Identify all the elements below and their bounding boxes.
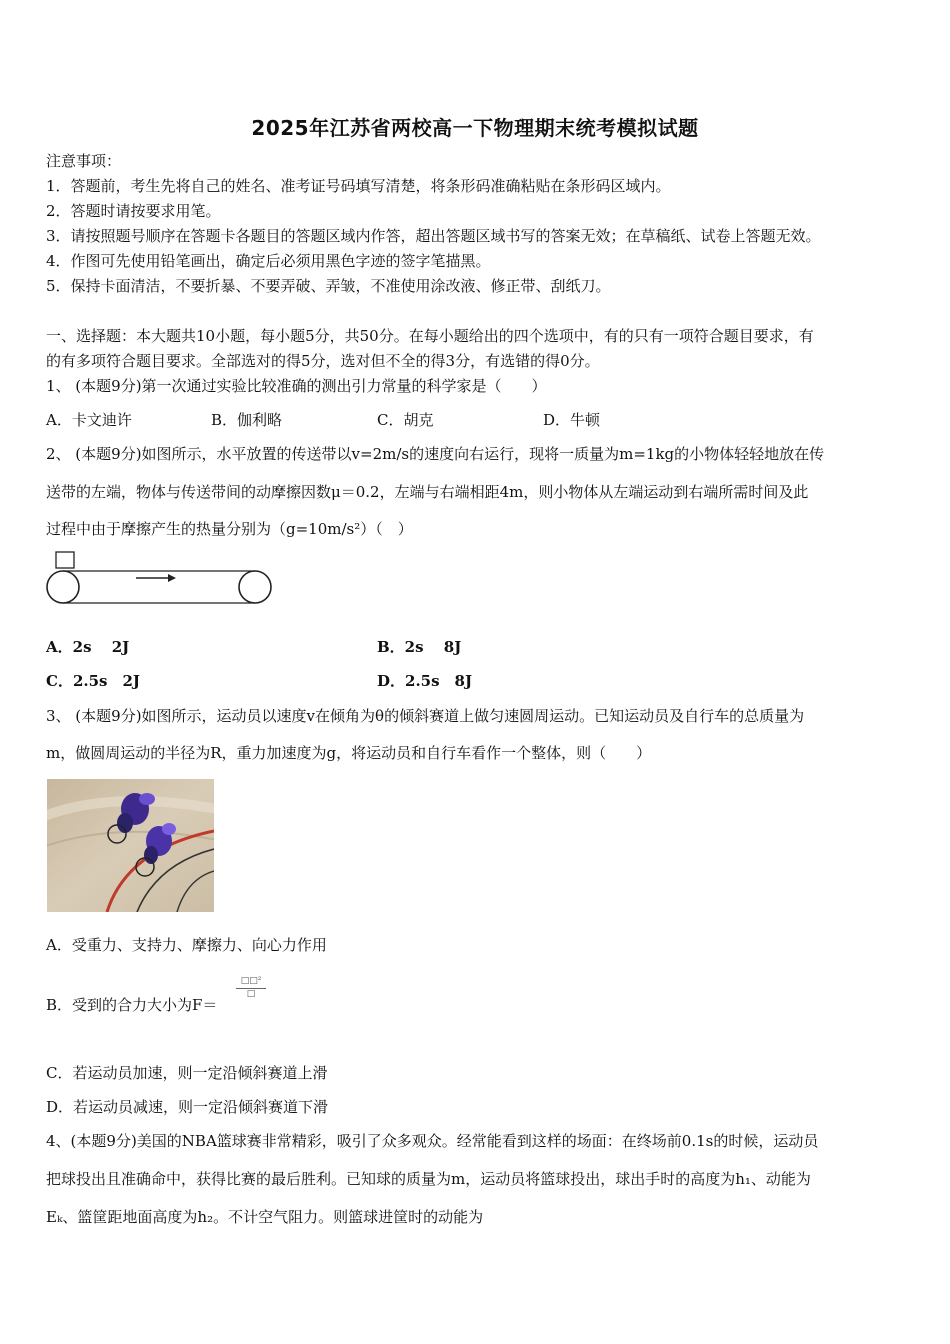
q3-stem-line1: 3、 (本题9分)如图所示，运动员以速度v在倾角为θ的倾斜赛道上做匀速圆周运动。已知运动员及自行车的总质量为 xyxy=(46,707,805,725)
q2-stem-line3: 过程中由于摩擦产生的热量分别为（g=10m/s²）（ ） xyxy=(46,520,413,538)
q1-option-a: A．卡文迪许 xyxy=(46,411,132,429)
q3-option-a: A．受重力、支持力、摩擦力、向心力作用 xyxy=(46,936,327,954)
arrow-right-icon xyxy=(136,574,176,582)
q3-formula-fraction xyxy=(236,976,266,1000)
q3-stem-line2: m，做圆周运动的半径为R，重力加速度为g，将运动员和自行车看作一个整体，则（ ） xyxy=(46,744,652,762)
notice-item-1: 1．答题前，考生先将自己的姓名、准考证号码填写清楚，将条形码准确粘贴在条形码区域内。 xyxy=(46,177,671,195)
notice-item-5: 5．保持卡面清洁，不要折暴、不要弄破、弄皱，不准使用涂改液、修正带、刮纸刀。 xyxy=(46,277,611,295)
q1-option-c: C．胡克 xyxy=(377,411,434,429)
small-block xyxy=(56,552,74,568)
q4-stem-line1: 4、(本题9分)美国的NBA篮球赛非常精彩，吸引了众多观众。经常能看到这样的场面：在终场前0.1s的时候，运动员 xyxy=(46,1132,819,1150)
fraction-denominator: □ xyxy=(246,989,256,999)
q1-option-b: B．伽利略 xyxy=(211,411,283,429)
q1-option-d: D．牛顿 xyxy=(543,411,601,429)
q2-option-a: A．2s 2J xyxy=(46,638,130,656)
page-title: 2025年江苏省两校高一下物理期末统考模拟试题 xyxy=(251,116,699,140)
q2-option-c: C．2.5s 2J xyxy=(46,672,141,690)
notice-item-3: 3．请按照题号顺序在答题卡各题目的答题区域内作答，超出答题区域书写的答案无效；在草稿纸、试卷上答题无效。 xyxy=(46,227,821,245)
q2-stem-line2: 送带的左端，物体与传送带间的动摩擦因数μ＝0.2，左端与右端相距4m，则小物体从左端运动到右端所需时间及此 xyxy=(46,483,809,501)
notice-heading: 注意事项： xyxy=(46,152,122,170)
notice-item-2: 2．答题时请按要求用笔。 xyxy=(46,202,221,220)
notice-item-4: 4．作图可先使用铅笔画出，确定后必须用黑色字迹的签字笔描黑。 xyxy=(46,252,491,270)
section-intro-line1: 一、选择题：本大题共10小题，每小题5分，共50分。在每小题给出的四个选项中，有的只有一项符合题目要求，有 xyxy=(46,327,814,345)
q1-stem: 1、 (本题9分)第一次通过实验比较准确的测出引力常量的科学家是（ ） xyxy=(46,377,547,395)
right-pulley xyxy=(239,571,271,603)
q2-stem-line1: 2、 (本题9分)如图所示，水平放置的传送带以v=2m/s的速度向右运行，现将一质量为m=1kg的小物体轻轻地放在传 xyxy=(46,445,825,463)
q3-option-b: B．受到的合力大小为F＝ xyxy=(46,996,218,1014)
q3-option-d: D．若运动员减速，则一定沿倾斜赛道下滑 xyxy=(46,1098,329,1116)
cycling-track-photo xyxy=(47,779,214,912)
left-pulley xyxy=(47,571,79,603)
fraction-numerator: □□² xyxy=(236,976,266,989)
conveyor-belt-diagram xyxy=(44,550,276,612)
q3-option-c: C．若运动员加速，则一定沿倾斜赛道上滑 xyxy=(46,1064,328,1082)
q4-stem-line3: Eₖ、篮筐距地面高度为h₂。不计空气阻力。则篮球进筐时的动能为 xyxy=(46,1208,484,1226)
q2-option-b: B．2s 8J xyxy=(377,638,462,656)
q4-stem-line2: 把球投出且准确命中，获得比赛的最后胜利。已知球的质量为m，运动员将篮球投出，球出手时的高度为h₁、动能为 xyxy=(46,1170,811,1188)
section-intro-line2: 的有多项符合题目要求。全部选对的得5分，选对但不全的得3分，有选错的得0分。 xyxy=(46,352,600,370)
q2-option-d: D．2.5s 8J xyxy=(377,672,473,690)
